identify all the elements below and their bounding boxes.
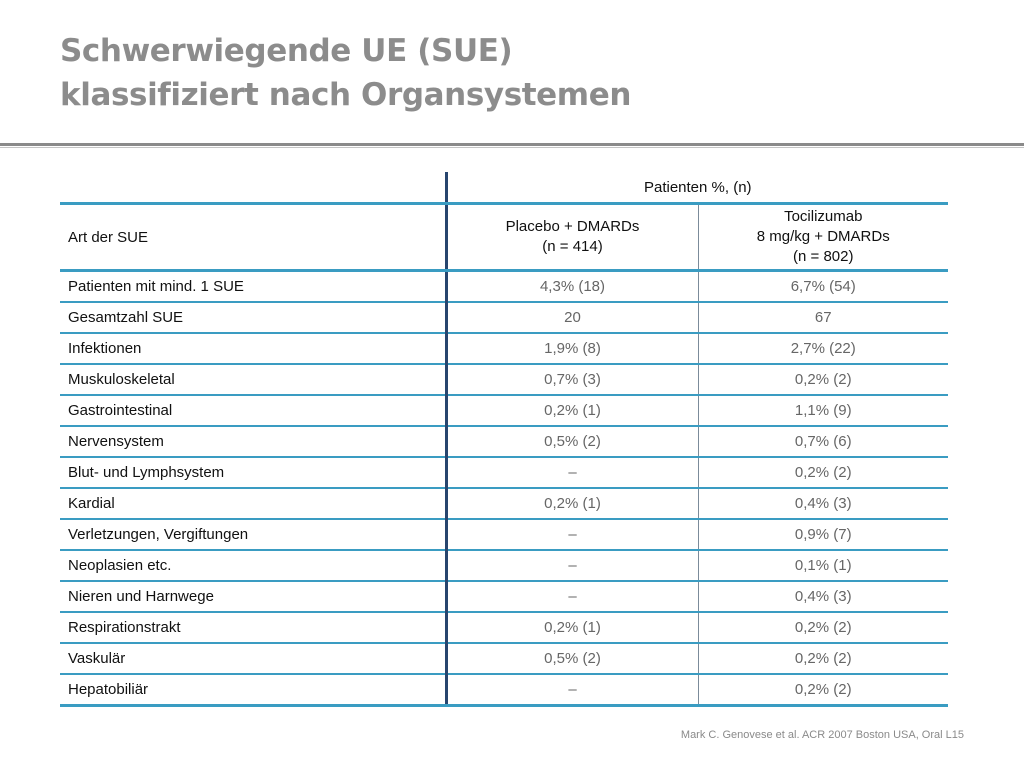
super-header-empty-cell	[60, 172, 446, 204]
row-placebo-value: –	[446, 519, 698, 550]
row-label: Infektionen	[60, 333, 446, 364]
row-tocilizumab-value: 0,2% (2)	[698, 612, 948, 643]
row-tocilizumab-value: 0,7% (6)	[698, 426, 948, 457]
row-placebo-value: –	[446, 550, 698, 581]
row-tocilizumab-value: 6,7% (54)	[698, 271, 948, 303]
row-tocilizumab-value: 1,1% (9)	[698, 395, 948, 426]
table-row	[60, 457, 948, 488]
table-super-header-row	[60, 172, 948, 204]
row-placebo-value: 0,7% (3)	[446, 364, 698, 395]
row-tocilizumab-value: 0,2% (2)	[698, 457, 948, 488]
row-tocilizumab-value: 0,4% (3)	[698, 581, 948, 612]
header-tocilizumab-line-1: Tocilizumab	[784, 208, 863, 225]
source-citation: Mark C. Genovese et al. ACR 2007 Boston USA, Oral L15	[680, 729, 964, 741]
row-placebo-value: 0,2% (1)	[446, 395, 698, 426]
header-placebo	[446, 204, 698, 271]
row-placebo-value: 1,9% (8)	[446, 333, 698, 364]
row-label: Hepatobiliär	[60, 674, 446, 706]
table-row	[60, 581, 948, 612]
table-row	[60, 612, 948, 643]
row-placebo-value: –	[446, 674, 698, 706]
table-row	[60, 333, 948, 364]
row-tocilizumab-value: 0,2% (2)	[698, 364, 948, 395]
row-label: Blut- und Lymphsystem	[60, 457, 446, 488]
row-label: Kardial	[60, 488, 446, 519]
row-label: Nervensystem	[60, 426, 446, 457]
row-tocilizumab-value: 2,7% (22)	[698, 333, 948, 364]
row-placebo-value: 0,2% (1)	[446, 488, 698, 519]
row-tocilizumab-value: 0,2% (2)	[698, 643, 948, 674]
row-tocilizumab-value: 0,1% (1)	[698, 550, 948, 581]
header-placebo-line-1: Placebo + DMARDs	[505, 218, 640, 235]
title-divider	[0, 143, 1024, 146]
row-tocilizumab-value: 0,2% (2)	[698, 674, 948, 706]
row-label: Nieren und Harnwege	[60, 581, 446, 612]
row-placebo-value: 0,5% (2)	[446, 643, 698, 674]
row-label: Respirationstrakt	[60, 612, 446, 643]
row-label: Gastrointestinal	[60, 395, 446, 426]
header-tocilizumab-line-2: 8 mg/kg + DMARDs	[756, 228, 890, 245]
table-row	[60, 364, 948, 395]
header-tocilizumab	[698, 204, 948, 271]
slide-title	[60, 29, 960, 117]
row-placebo-value: 4,3% (18)	[446, 271, 698, 303]
title-divider-thin	[0, 147, 1024, 148]
table-row	[60, 643, 948, 674]
super-header-patients: Patienten %, (n)	[446, 172, 948, 204]
table-row	[60, 519, 948, 550]
table-row	[60, 426, 948, 457]
slide-title-line-1: Schwerwiegende UE (SUE)	[60, 33, 513, 69]
row-placebo-value: 0,5% (2)	[446, 426, 698, 457]
table-row	[60, 302, 948, 333]
row-placebo-value: –	[446, 581, 698, 612]
header-art-der-sue: Art der SUE	[60, 204, 446, 271]
row-label: Verletzungen, Vergiftungen	[60, 519, 446, 550]
table-row	[60, 550, 948, 581]
row-tocilizumab-value: 0,4% (3)	[698, 488, 948, 519]
row-label: Neoplasien etc.	[60, 550, 446, 581]
sue-table	[60, 172, 948, 707]
row-tocilizumab-value: 67	[698, 302, 948, 333]
row-label: Gesamtzahl SUE	[60, 302, 446, 333]
row-tocilizumab-value: 0,9% (7)	[698, 519, 948, 550]
slide-title-line-2: klassifiziert nach Organsystemen	[60, 77, 631, 113]
table-header-row	[60, 204, 948, 271]
header-tocilizumab-line-3: (n = 802)	[793, 248, 854, 265]
header-placebo-line-2: (n = 414)	[542, 238, 603, 255]
table-row	[60, 488, 948, 519]
row-placebo-value: 0,2% (1)	[446, 612, 698, 643]
row-label: Muskuloskeletal	[60, 364, 446, 395]
row-label: Vaskulär	[60, 643, 446, 674]
row-placebo-value: –	[446, 457, 698, 488]
table-row	[60, 271, 948, 303]
row-label: Patienten mit mind. 1 SUE	[60, 271, 446, 303]
row-placebo-value: 20	[446, 302, 698, 333]
table-row	[60, 395, 948, 426]
table-row	[60, 674, 948, 706]
